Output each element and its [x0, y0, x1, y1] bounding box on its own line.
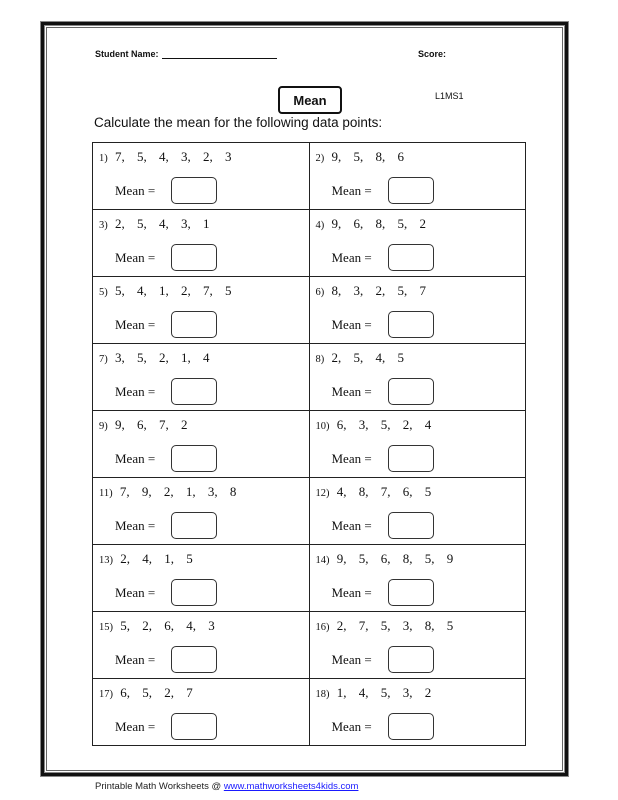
- problem-number: 12): [315, 488, 330, 499]
- problem-values: 2, 5, 4, 3, 1: [115, 216, 210, 231]
- problem-row: [93, 612, 526, 679]
- problem-question: [99, 216, 210, 232]
- problem-question: [316, 283, 427, 299]
- problem-number: 15): [99, 622, 113, 633]
- answer-box[interactable]: [388, 713, 434, 740]
- problem-values: 9, 6, 7, 2: [115, 417, 188, 432]
- worksheet-code: L1MS1: [435, 91, 464, 101]
- problem-cell: [93, 344, 310, 411]
- problem-question: [316, 484, 432, 500]
- footer-text: Printable Math Worksheets @: [95, 781, 224, 792]
- problem-number: 13): [99, 555, 113, 566]
- mean-label: Mean =: [115, 518, 156, 533]
- problem-values: 7, 5, 4, 3, 2, 3: [115, 149, 232, 164]
- mean-label: Mean =: [331, 518, 372, 533]
- problem-cell: [309, 344, 526, 411]
- problem-number: 2): [315, 153, 325, 164]
- problem-row: [93, 545, 526, 612]
- problem-values: 6, 3, 5, 2, 4: [336, 417, 432, 432]
- problem-number: 5): [99, 287, 108, 298]
- problem-question: [99, 417, 188, 433]
- problem-cell: [93, 277, 310, 344]
- problem-question: [99, 350, 210, 366]
- answer-box[interactable]: [171, 445, 217, 472]
- problem-cell: [93, 612, 310, 679]
- problem-question: [316, 149, 405, 165]
- mean-label: Mean =: [331, 183, 372, 198]
- problem-number: 3): [99, 220, 108, 231]
- mean-label: Mean =: [115, 317, 156, 332]
- problem-cell: [309, 143, 526, 210]
- mean-label: Mean =: [115, 451, 156, 466]
- mean-label: Mean =: [331, 719, 372, 734]
- student-name-label: Student Name:: [95, 49, 159, 59]
- problem-cell: [309, 545, 526, 612]
- problem-question: [316, 551, 454, 567]
- problem-row: [93, 344, 526, 411]
- mean-label: Mean =: [331, 250, 372, 265]
- mean-label: Mean =: [115, 585, 156, 600]
- problem-row: [93, 277, 526, 344]
- problem-cell: [309, 679, 526, 746]
- problem-values: 1, 4, 5, 3, 2: [336, 685, 432, 700]
- problem-cell: [309, 210, 526, 277]
- problem-cell: [93, 143, 310, 210]
- problem-question: [99, 551, 193, 567]
- mean-label: Mean =: [331, 585, 372, 600]
- mean-label: Mean =: [115, 183, 156, 198]
- problem-question: [316, 618, 454, 634]
- problem-grid: [92, 142, 526, 746]
- problem-values: 2, 7, 5, 3, 8, 5: [336, 618, 454, 633]
- problem-question: [99, 149, 232, 165]
- problem-question: [99, 685, 193, 701]
- problem-number: 11): [99, 488, 113, 499]
- problem-number: 16): [315, 622, 330, 633]
- footer-link[interactable]: www.mathworksheets4kids.com: [223, 781, 359, 792]
- mean-label: Mean =: [115, 719, 156, 734]
- answer-box[interactable]: [388, 378, 434, 405]
- mean-label: Mean =: [115, 250, 156, 265]
- problem-number: 10): [315, 421, 330, 432]
- answer-box[interactable]: [171, 378, 217, 405]
- mean-label: Mean =: [331, 451, 372, 466]
- problem-values: 2, 4, 1, 5: [120, 551, 193, 566]
- answer-box[interactable]: [171, 177, 217, 204]
- problem-cell: [93, 478, 310, 545]
- answer-box[interactable]: [171, 713, 217, 740]
- problem-cell: [93, 210, 310, 277]
- problem-cell: [309, 612, 526, 679]
- problem-row: [93, 679, 526, 746]
- answer-box[interactable]: [171, 646, 217, 673]
- worksheet-title: Mean: [278, 86, 342, 114]
- problem-number: 8): [315, 354, 325, 365]
- problem-question: [99, 618, 215, 634]
- answer-box[interactable]: [388, 579, 434, 606]
- problem-row: [93, 210, 526, 277]
- instructions: Calculate the mean for the following data points:: [94, 115, 383, 130]
- answer-box[interactable]: [171, 311, 217, 338]
- problem-number: 17): [99, 689, 113, 700]
- answer-box[interactable]: [388, 311, 434, 338]
- problem-cell: [309, 411, 526, 478]
- answer-box[interactable]: [171, 244, 217, 271]
- problem-number: 1): [99, 153, 108, 164]
- answer-box[interactable]: [388, 646, 434, 673]
- problem-number: 14): [315, 555, 330, 566]
- mean-label: Mean =: [331, 652, 372, 667]
- mean-label: Mean =: [115, 384, 156, 399]
- problem-values: 2, 5, 4, 5: [331, 350, 404, 365]
- problem-values: 6, 5, 2, 7: [120, 685, 193, 700]
- score-label: Score:: [418, 49, 447, 59]
- problem-question: [99, 484, 236, 500]
- footer: [95, 781, 358, 792]
- problem-values: 5, 4, 1, 2, 7, 5: [115, 283, 232, 298]
- problem-values: 9, 6, 8, 5, 2: [331, 216, 426, 231]
- problem-values: 8, 3, 2, 5, 7: [331, 283, 426, 298]
- problem-values: 9, 5, 8, 6: [331, 149, 404, 164]
- problem-cell: [309, 478, 526, 545]
- problem-question: [316, 350, 405, 366]
- problem-cell: [93, 679, 310, 746]
- problem-number: 4): [315, 220, 325, 231]
- problem-row: [93, 478, 526, 545]
- problem-number: 7): [99, 354, 108, 365]
- answer-box[interactable]: [388, 512, 434, 539]
- problem-question: [316, 417, 432, 433]
- problem-cell: [93, 411, 310, 478]
- student-name-field: [95, 49, 277, 59]
- problem-values: 5, 2, 6, 4, 3: [120, 618, 215, 633]
- student-name-line[interactable]: [162, 49, 277, 59]
- problem-cell: [309, 277, 526, 344]
- problem-values: 7, 9, 2, 1, 3, 8: [119, 484, 237, 499]
- problem-number: 18): [315, 689, 330, 700]
- problem-question: [316, 685, 432, 701]
- problem-values: 3, 5, 2, 1, 4: [115, 350, 210, 365]
- problem-number: 9): [99, 421, 108, 432]
- answer-box[interactable]: [171, 579, 217, 606]
- problem-values: 9, 5, 6, 8, 5, 9: [336, 551, 454, 566]
- mean-label: Mean =: [115, 652, 156, 667]
- answer-box[interactable]: [171, 512, 217, 539]
- problem-number: 6): [315, 287, 325, 298]
- answer-box[interactable]: [388, 445, 434, 472]
- problem-question: [99, 283, 232, 299]
- problem-values: 4, 8, 7, 6, 5: [336, 484, 432, 499]
- problem-row: [93, 411, 526, 478]
- problem-cell: [93, 545, 310, 612]
- problem-row: [93, 143, 526, 210]
- answer-box[interactable]: [388, 244, 434, 271]
- mean-label: Mean =: [331, 317, 372, 332]
- answer-box[interactable]: [388, 177, 434, 204]
- mean-label: Mean =: [331, 384, 372, 399]
- problem-question: [316, 216, 427, 232]
